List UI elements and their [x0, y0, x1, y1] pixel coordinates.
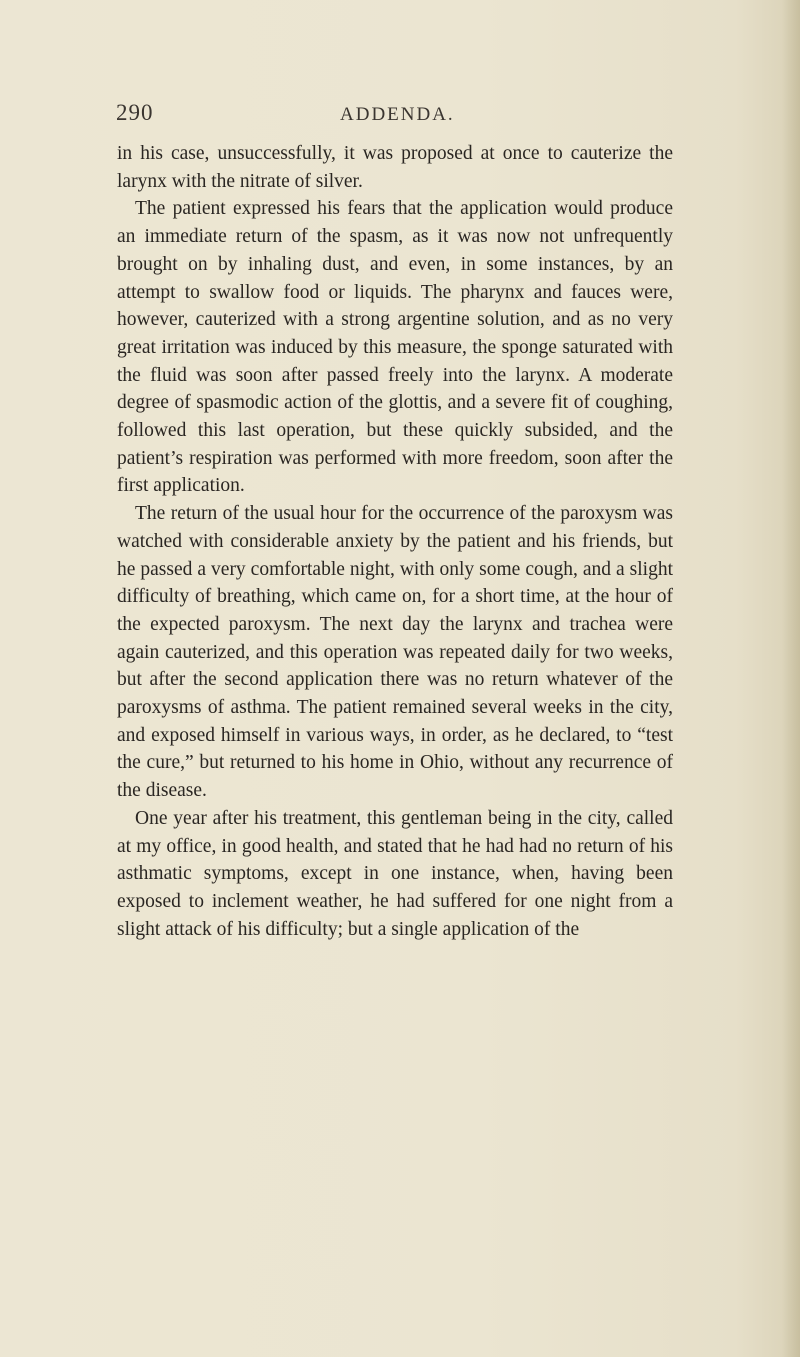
paragraph-4: One year after his treatment, this gentleman being in the city, called at my office, in good health, and stated that he had had no return of his asthmatic symptoms, except in one instance, when, having been exposed to inclement weather, he had suffered for one night from a slight attack of his difficulty; but a single application of the — [117, 807, 673, 940]
paragraph-3: The return of the usual hour for the occurrence of the paroxysm was watched with considerable anxiety by the patient and his friends, but he passed a very comfortable night, with only some cough, and a slight difficulty of breathing, which came on, for a short time, at the hour of the expected paroxysm. The next day the larynx and trachea were again cauterized, and this operation was repeated daily for two weeks, but after the second application there was no return whatever of the paroxysms of asthma. The patient remained several weeks in the city, and exposed himself in various ways, in order, as he declared, to “test the cure,” but returned to his home in Ohio, without any recurrence of the disease. — [117, 503, 673, 802]
paragraph-1: in his case, unsuccessfully, it was proposed at once to cauterize the larynx with the nitrate of silver. — [117, 143, 673, 192]
page-number: 290 — [116, 100, 154, 125]
page-edge-shadow — [782, 0, 800, 1357]
body-text — [117, 140, 673, 943]
paragraph-2: The patient expressed his fears that the application would produce an immediate return of the spasm, as it was now not unfrequently brought on by inhaling dust, and even, in some instances, by an attempt to swallow food or liquids. The pharynx and fauces were, however, cauterized with a strong argentine solution, and as no very great irritation was induced by this measure, the sponge saturated with the fluid was soon after passed freely into the larynx. A moderate degree of spasmodic action of the glottis, and a severe fit of coughing, followed this last operation, but these quickly subsided, and the patient’s respiration was performed with more freedom, soon after the first application. — [117, 198, 673, 497]
running-head: ADDENDA. — [340, 104, 455, 125]
